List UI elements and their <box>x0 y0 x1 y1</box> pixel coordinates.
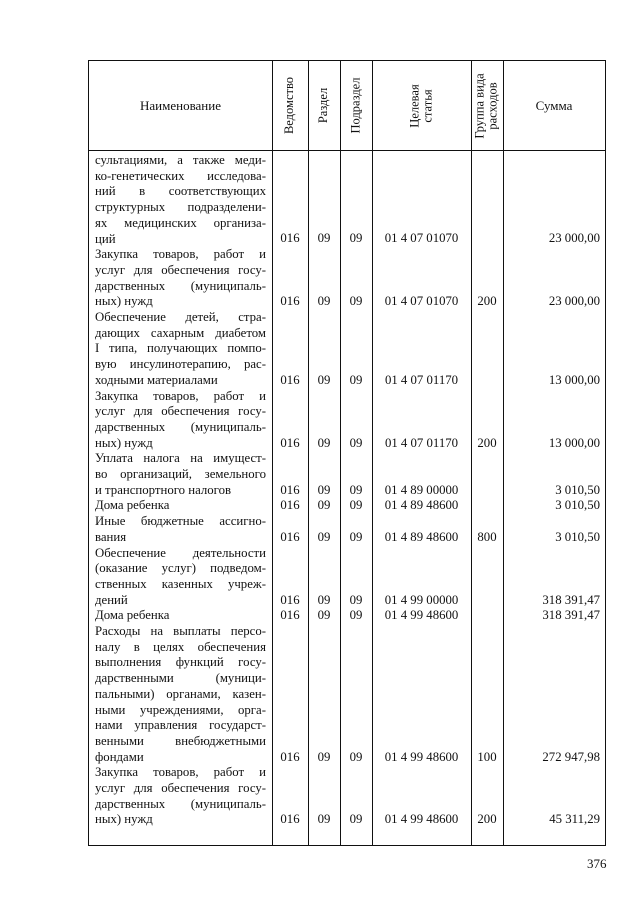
row-name-line: ных) нужд <box>95 435 153 450</box>
header-name-text: Наименование <box>140 97 221 113</box>
header-name <box>89 61 272 150</box>
cell-tselevaya: 01 4 99 48600 <box>384 812 459 827</box>
cell-razdel: 09 <box>317 231 331 246</box>
cell-razdel: 09 <box>317 592 331 607</box>
cell-vedomstvo: 016 <box>280 231 300 246</box>
row-name-line: пальными) органами, казен- <box>95 686 266 701</box>
row-name-line: Уплата налога на имущест- <box>95 451 266 466</box>
cell-vedomstvo: 016 <box>280 592 300 607</box>
row-name-line: Закупка товаров, работ и <box>95 765 266 780</box>
cell-razdel: 09 <box>317 812 331 827</box>
row-name-line: (оказание услуг) подведом- <box>95 561 266 576</box>
row-name-line: фондами <box>95 749 144 764</box>
cell-vedomstvo: 016 <box>280 294 300 309</box>
row-name-line: дарственными (муници- <box>95 671 266 686</box>
cell-tselevaya: 01 4 99 00000 <box>384 592 459 607</box>
cell-summa: 13 000,00 <box>548 435 600 450</box>
table-row <box>89 765 605 828</box>
row-name-line: ний в соответствующих <box>95 184 266 199</box>
header-razdel <box>308 61 340 150</box>
cell-tselevaya: 01 4 89 00000 <box>384 482 459 497</box>
header-gruppa-text <box>474 73 500 138</box>
cell-razdel: 09 <box>317 749 331 764</box>
header-razdel-text: Раздел <box>316 87 331 124</box>
cell-podrazdel: 09 <box>349 529 363 544</box>
row-name-line: Закупка товаров, работ и <box>95 388 266 403</box>
cell-vedomstvo: 016 <box>280 498 300 513</box>
cell-vedomstvo: 016 <box>280 749 300 764</box>
header-gruppa <box>471 61 503 150</box>
row-name-line: дарственных (муниципаль- <box>95 419 266 434</box>
row-name-line: дарственных (муниципаль- <box>95 796 266 811</box>
cell-podrazdel: 09 <box>349 372 363 387</box>
cell-vedomstvo: 016 <box>280 482 300 497</box>
cell-tselevaya: 01 4 89 48600 <box>384 498 459 513</box>
cell-summa: 3 010,50 <box>555 482 600 497</box>
table-row <box>89 546 605 609</box>
header-tselevaya-line1: Целевая <box>407 83 422 128</box>
row-name-line: ных) нужд <box>95 812 153 827</box>
row-name-line: венными внебюджетными <box>95 733 266 748</box>
cell-summa: 318 391,47 <box>542 592 600 607</box>
cell-summa: 23 000,00 <box>548 231 600 246</box>
cell-razdel: 09 <box>317 294 331 309</box>
table-row <box>89 514 605 545</box>
cell-tselevaya: 01 4 99 48600 <box>384 608 459 623</box>
header-tselevaya-line2: статья <box>420 88 435 123</box>
row-name <box>95 765 266 828</box>
header-vedomstvo-text: Ведомство <box>282 76 297 135</box>
header-tselevaya-text <box>409 84 435 127</box>
row-name-line: ходными материалами <box>95 372 218 387</box>
cell-summa: 318 391,47 <box>542 608 600 623</box>
header-tselevaya <box>372 61 471 150</box>
header-gruppa-line2: расходов <box>486 81 501 130</box>
budget-table <box>88 60 606 846</box>
header-podrazdel-text: Подраздел <box>348 77 363 134</box>
cell-summa: 13 000,00 <box>548 372 600 387</box>
row-name-line: Расходы на выплаты персо- <box>95 624 266 638</box>
row-name-line: Иные бюджетные ассигно- <box>95 514 266 529</box>
row-name <box>95 389 266 452</box>
row-name-line: Обеспечение детей, стра- <box>95 310 266 324</box>
row-name <box>95 247 266 310</box>
row-name-line: вую инсулинотерапию, рас- <box>95 357 266 372</box>
table-row <box>89 498 605 514</box>
table-row <box>89 310 605 389</box>
cell-tselevaya: 01 4 99 48600 <box>384 749 459 764</box>
row-name-line: Дома ребенка <box>95 608 170 623</box>
row-name-line: ях медицинских организа- <box>95 215 266 230</box>
cell-tselevaya: 01 4 07 01070 <box>384 231 459 246</box>
row-name <box>95 514 266 545</box>
cell-podrazdel: 09 <box>349 498 363 513</box>
cell-razdel: 09 <box>317 608 331 623</box>
table-header <box>89 61 605 151</box>
cell-podrazdel: 09 <box>349 608 363 623</box>
row-name-line: выполнения функций госу- <box>95 655 266 670</box>
cell-gruppa: 200 <box>477 812 497 827</box>
table-row <box>89 624 605 765</box>
cell-razdel: 09 <box>317 498 331 513</box>
cell-podrazdel: 09 <box>349 294 363 309</box>
cell-summa: 23 000,00 <box>548 294 600 309</box>
cell-tselevaya: 01 4 07 01170 <box>384 372 459 387</box>
cell-gruppa: 100 <box>477 749 497 764</box>
cell-gruppa: 200 <box>477 435 497 450</box>
row-name-line: дений <box>95 592 128 607</box>
page-number: 376 <box>587 856 607 871</box>
header-summa <box>503 61 605 150</box>
table-row <box>89 153 605 247</box>
cell-tselevaya: 01 4 89 48600 <box>384 529 459 544</box>
row-name-line: ственных казенных учреж- <box>95 576 266 591</box>
cell-vedomstvo: 016 <box>280 608 300 623</box>
cell-razdel: 09 <box>317 435 331 450</box>
row-name <box>95 153 266 247</box>
row-name-line: Дома ребенка <box>95 498 170 513</box>
row-name <box>95 310 266 389</box>
row-name <box>95 546 266 609</box>
cell-podrazdel: 09 <box>349 231 363 246</box>
row-name-line: услуг для обеспечения госу- <box>95 404 266 419</box>
row-name-line: ко-генетических исследова- <box>95 168 266 183</box>
row-name-line: Закупка товаров, работ и <box>95 247 266 262</box>
row-name-line: I типа, получающих помпо- <box>95 341 266 356</box>
cell-summa: 3 010,50 <box>555 498 600 513</box>
cell-podrazdel: 09 <box>349 749 363 764</box>
table-row <box>89 389 605 452</box>
row-name-line: ных) нужд <box>95 294 153 309</box>
cell-vedomstvo: 016 <box>280 812 300 827</box>
table-row <box>89 247 605 310</box>
cell-podrazdel: 09 <box>349 435 363 450</box>
cell-tselevaya: 01 4 07 01070 <box>384 294 459 309</box>
table-body <box>89 151 605 845</box>
cell-razdel: 09 <box>317 529 331 544</box>
cell-razdel: 09 <box>317 482 331 497</box>
row-name-line: дарственных (муниципаль- <box>95 278 266 293</box>
cell-summa: 272 947,98 <box>542 749 600 764</box>
row-name-line: налу в целях обеспечения <box>95 639 266 654</box>
header-podrazdel <box>340 61 372 150</box>
row-name-line: нами управления государст- <box>95 718 266 733</box>
row-name-line: ными учреждениями, орга- <box>95 702 266 717</box>
cell-summa: 3 010,50 <box>555 529 600 544</box>
header-vedomstvo <box>272 61 308 150</box>
row-name <box>95 451 266 498</box>
cell-podrazdel: 09 <box>349 812 363 827</box>
cell-podrazdel: 09 <box>349 482 363 497</box>
cell-summa: 45 311,29 <box>549 812 600 827</box>
cell-vedomstvo: 016 <box>280 435 300 450</box>
cell-vedomstvo: 016 <box>280 529 300 544</box>
row-name <box>95 608 266 624</box>
header-summa-text: Сумма <box>535 97 573 113</box>
cell-tselevaya: 01 4 07 01170 <box>384 435 459 450</box>
row-name-line: услуг для обеспечения госу- <box>95 262 266 277</box>
row-name-line: структурных подразделени- <box>95 200 266 215</box>
cell-gruppa: 200 <box>477 294 497 309</box>
table-row <box>89 608 605 624</box>
cell-vedomstvo: 016 <box>280 372 300 387</box>
row-name-line: ций <box>95 231 116 246</box>
row-name-line: во организаций, земельного <box>95 467 266 481</box>
row-name-line: сультациями, а также меди- <box>95 153 266 167</box>
table-row <box>89 451 605 498</box>
row-name-line: услуг для обеспечения госу- <box>95 781 266 795</box>
header-gruppa-line1: Группа вида <box>473 72 488 139</box>
row-name-line: дающих сахарным диабетом <box>95 325 266 340</box>
row-name <box>95 624 266 765</box>
row-name-line: и транспортного налогов <box>95 482 232 497</box>
row-name-line: Обеспечение деятельности <box>95 545 266 560</box>
row-name-line: вания <box>95 529 127 544</box>
cell-gruppa: 800 <box>477 529 497 544</box>
row-name <box>95 498 266 514</box>
cell-razdel: 09 <box>317 372 331 387</box>
cell-podrazdel: 09 <box>349 592 363 607</box>
